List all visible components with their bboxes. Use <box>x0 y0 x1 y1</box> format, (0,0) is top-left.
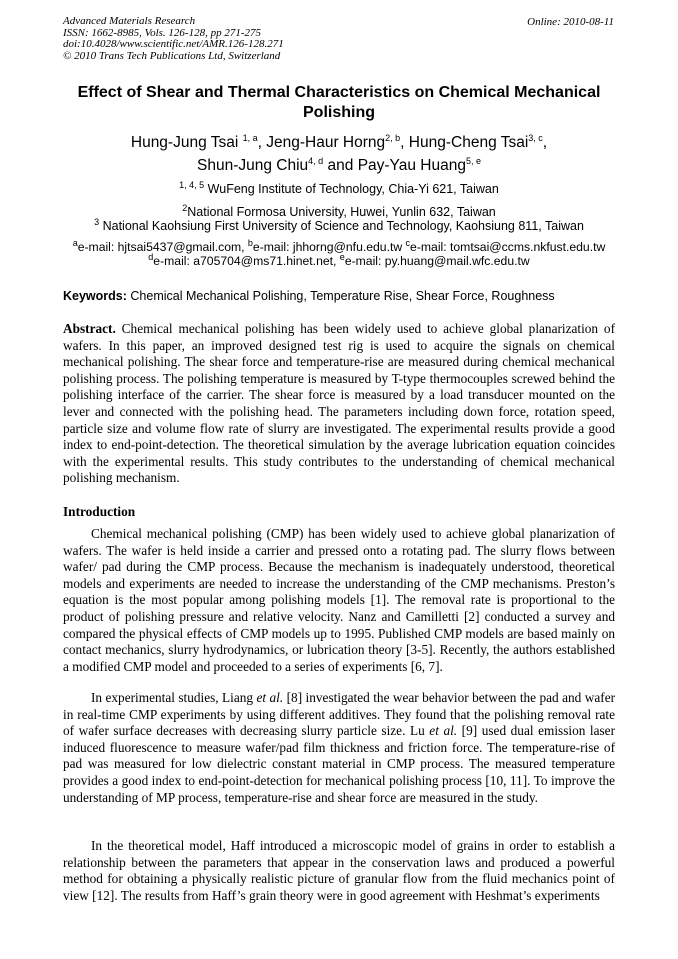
et-al: et al. <box>256 690 284 705</box>
keywords-line <box>63 289 623 303</box>
affiliation-3 <box>50 216 628 234</box>
intro-text: [9] used dual emission laser induced fluorescence to measure wafer/pad film thickness and friction force. The temperature-rise of pad was measured for low dielectric constant material in CMP process. The measured temperature provides a good index to end-point-detection for mechanical polishing process [10, 11]. To improve the understanding of MP process, temperature-rise and shear force are measured in the study. <box>63 723 616 805</box>
affiliation-text: National Formosa University, Huwei, Yunlin 632, Taiwan <box>187 205 496 219</box>
email-superscript: e <box>339 251 345 262</box>
intro-paragraph-2 <box>63 690 615 806</box>
copyright-line: © 2010 Trans Tech Publications Ltd, Switzerland <box>63 49 281 62</box>
intro-paragraph-3 <box>63 838 615 904</box>
affiliation-2 <box>50 202 628 220</box>
et-al: et al. <box>429 723 458 739</box>
affiliation-superscript: 1, 4, 5 <box>179 179 205 190</box>
doi-line: doi:10.4028/www.scientific.net/AMR.126-128.271 <box>63 38 284 50</box>
affiliation-superscript: 3 <box>94 216 100 227</box>
author-superscript: 3, c <box>528 132 543 143</box>
author-superscript: 2, b <box>385 132 401 143</box>
keywords-label: Keywords: <box>63 289 127 303</box>
email-superscript: d <box>148 251 154 262</box>
online-date: Online: 2010-08-11 <box>527 16 614 28</box>
email-text: e-mail: jhhorng@nfu.edu.tw <box>252 240 403 254</box>
affiliation-text: National Kaohsiung First University of Science and Technology, Kaohsiung 811, Taiwan <box>102 219 584 233</box>
abstract-paragraph <box>63 321 615 487</box>
author-name: Shun-Jung Chiu <box>197 157 309 174</box>
author-superscript: 5, e <box>465 155 481 166</box>
keywords-text: Chemical Mechanical Polishing, Temperature Rise, Shear Force, Roughness <box>130 289 555 303</box>
abstract-text: Chemical mechanical polishing has been widely used to achieve global planarization of wafers. In this paper, an improved designed test rig is used to acquire the signals on chemical mechanical polishing. The shear force and temperature-rise are measured during chemical mechanical polishing process. The polishing temperature is measured by T-type thermocouples screwed behind the polishing interface of the carrier. The shear force is measured by a load transducer mounted on the lever and connected with the polishing head. The parameters including down force, rotation speed, particle size and volume flow rate of slurry are investigated. The experimental results provide a good index to end-point-detection. The theoretical simulation by the average lubrication equation coincides with the experimental results. This study contributes to the understanding of chemical mechanical polishing mechanism. <box>63 321 616 486</box>
intro-paragraph-1-text: Chemical mechanical polishing (CMP) has been widely used to achieve global planarization of wafers. The wafer is held inside a carrier and pressed onto a rotating pad. The slurry flows between wafer/ pad during the CMP process. Because the mechanism is inadequately understood, theoretical models and experiments are needed to increase the understanding of the CMP mechanisms. Preston’s equation is the most popular among polishing models [1]. The removal rate is proportional to the product of polishing pressure and relative velocity. Nanz and Camilletti [2] conducted a survey and compared the physical effects of CMP models up to 1995. Published CMP models are based mainly on contact mechanics, slurry hydrodynamics, or lubrication theory [3-5]. Recently, the authors established a modified CMP model and proceeded to a series of experiments [6, 7]. <box>63 526 615 674</box>
email-text: e-mail: a705704@ms71.hinet.net, <box>153 254 337 268</box>
affiliation-text: WuFeng Institute of Technology, Chia-Yi 621, Taiwan <box>207 182 499 196</box>
email-text: e-mail: tomtsai@ccms.nkfust.edu.tw <box>410 240 606 254</box>
affiliation-1 <box>50 179 628 197</box>
email-superscript: b <box>247 237 253 248</box>
author-name: Jeng-Haur Horng <box>266 134 386 151</box>
email-text: e-mail: hjtsai5437@gmail.com, <box>77 240 245 254</box>
intro-text: In experimental studies, Liang <box>91 690 254 705</box>
author-name: Hung-Cheng Tsai <box>408 134 529 151</box>
author-conjunction: and <box>327 157 354 174</box>
affiliation-superscript: 2 <box>182 202 188 213</box>
intro-text: [8] investigated the wear behavior between the pad and wafer in real-time CMP experiments by using different additives. They found that the polishing removal rate of wafer surface decreases with decreasing slurry particle size. Lu <box>63 690 616 739</box>
introduction-heading: Introduction <box>63 504 136 519</box>
journal-name: Advanced Materials Research <box>63 15 196 27</box>
intro-paragraph-1 <box>63 526 615 675</box>
author-name: Pay-Yau Huang <box>357 157 466 174</box>
author-superscript: 4, d <box>308 155 324 166</box>
email-text: e-mail: py.huang@mail.wfc.edu.tw <box>344 254 530 268</box>
intro-paragraph-3-text: In the theoretical model, Haff introduced a microscopic model of grains in order to establish a relationship between the parameters that appear in the conservation laws and produced a powerful method for obtaining a physically realistic picture of granular flow from the fluid mechanics point of view [12]. The results from Haff’s grain theory were in good agreement with Heshmat’s experiments <box>63 838 615 903</box>
author-superscript: 1, a <box>242 132 258 143</box>
author-list: Hung-Jung Tsai $^{1, a}$, Jeng-Haur Horng$^{2, b}$, Hung-Cheng Tsai$^{3, c}$, Shun-Jung Chiu$^{4, d}$ and Pay-Yau Huang$^{5, e}$ <box>130 132 548 174</box>
email-line-2 <box>40 251 638 268</box>
issn-line: ISSN: 1662-8985, Vols. 126-128, pp 271-275 <box>63 26 261 39</box>
email-superscript: c <box>405 237 411 248</box>
author-name: Hung-Jung Tsai <box>130 134 239 151</box>
email-superscript: a <box>72 237 78 248</box>
abstract-label: Abstract. <box>63 321 116 336</box>
paper-title: Effect of Shear and Thermal Characteristics on Chemical Mechanical Polishing <box>77 84 601 121</box>
